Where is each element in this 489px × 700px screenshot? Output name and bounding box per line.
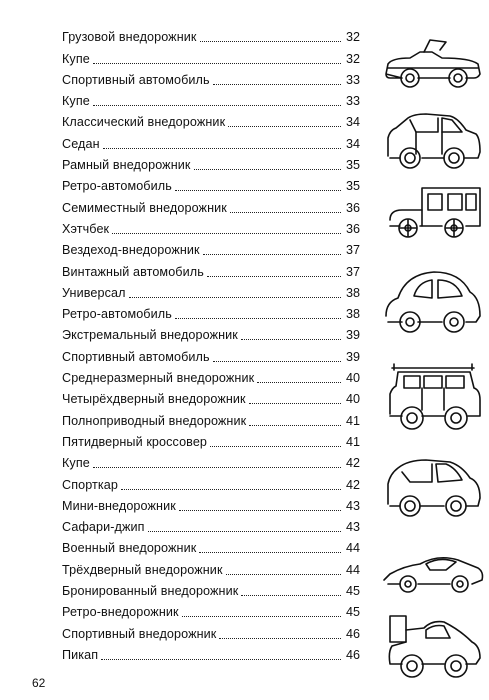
toc-entry-title: Универсал xyxy=(62,285,126,300)
toc-entry-title: Купе xyxy=(62,94,90,109)
dot-leader xyxy=(257,381,341,383)
toc-entry xyxy=(62,450,360,471)
toc-entry xyxy=(62,45,360,66)
toc-entry-page: 43 xyxy=(345,498,360,513)
toc-entry xyxy=(62,407,360,428)
toc-entry-title: Мини-внедорожник xyxy=(62,498,176,513)
toc-entry xyxy=(62,237,360,258)
toc-entry-page: 43 xyxy=(345,520,360,535)
toc-entry-title: Полноприводный внедорожник xyxy=(62,413,247,428)
toc-entry-title: Спортивный автомобиль xyxy=(62,349,210,364)
toc-entry-page: 40 xyxy=(345,392,360,407)
toc-entry xyxy=(62,216,360,237)
toc-entry-page: 44 xyxy=(345,541,360,556)
toc-entry-page: 35 xyxy=(345,158,360,173)
table-of-contents xyxy=(62,24,360,663)
toc-entry-page: 37 xyxy=(345,243,360,258)
offroad-roofrack-car-icon xyxy=(380,360,486,440)
toc-entry-title: Экстремальный внедорожник xyxy=(62,328,238,343)
toc-entry-page: 40 xyxy=(345,371,360,386)
toc-entry-page: 32 xyxy=(345,30,360,45)
toc-entry-page: 37 xyxy=(345,264,360,279)
toc-entry-page: 38 xyxy=(345,285,360,300)
toc-entry xyxy=(62,514,360,535)
toc-entry-page: 33 xyxy=(345,72,360,87)
toc-entry-page: 36 xyxy=(345,200,360,215)
toc-entry-page: 32 xyxy=(345,51,360,66)
toc-entry-page: 36 xyxy=(345,221,360,236)
toc-entry-title: Ретро-внедорожник xyxy=(62,605,179,620)
dot-leader xyxy=(210,445,341,447)
toc-entry-title: Бронированный внедорожник xyxy=(62,584,239,599)
dot-leader xyxy=(213,83,341,85)
toc-entry-title: Купе xyxy=(62,456,90,471)
toc-entry-title: Военный внедорожник xyxy=(62,541,197,556)
dot-leader xyxy=(93,104,341,106)
race-car-icon xyxy=(380,606,486,690)
toc-entry-page: 39 xyxy=(345,328,360,343)
toc-entry xyxy=(62,24,360,45)
toc-entry-page: 34 xyxy=(345,136,360,151)
toc-entry-page: 45 xyxy=(345,584,360,599)
toc-entry xyxy=(62,130,360,151)
toc-entry xyxy=(62,109,360,130)
toc-entry xyxy=(62,599,360,620)
toc-entry-title: Ретро-автомобиль xyxy=(62,179,172,194)
toc-entry xyxy=(62,173,360,194)
toc-entry-title: Седан xyxy=(62,136,100,151)
dot-leader xyxy=(175,189,341,191)
dot-leader xyxy=(121,488,341,490)
toc-entry-page: 33 xyxy=(345,94,360,109)
toc-entry-title: Семиместный внедорожник xyxy=(62,200,227,215)
toc-entry-title: Грузовой внедорожник xyxy=(62,30,197,45)
toc-entry-title: Спортивный внедорожник xyxy=(62,626,217,641)
toc-entry-title: Четырёхдверный внедорожник xyxy=(62,392,246,407)
dot-leader xyxy=(213,360,341,362)
sportscar-icon xyxy=(380,546,486,606)
toc-entry-page: 39 xyxy=(345,349,360,364)
dot-leader xyxy=(249,424,341,426)
retro-car-icon xyxy=(380,180,486,250)
toc-entry-title: Хэтчбек xyxy=(62,221,110,236)
page-number: 62 xyxy=(32,676,46,690)
toc-entry-title: Трёхдверный внедорожник xyxy=(62,562,223,577)
toc-entry xyxy=(62,556,360,577)
dot-leader xyxy=(219,637,341,639)
toc-entry-title: Купе xyxy=(62,51,90,66)
toc-entry-title: Рамный внедорожник xyxy=(62,158,191,173)
toc-entry xyxy=(62,258,360,279)
toc-entry-title: Пятидверный кроссовер xyxy=(62,434,208,449)
dot-leader xyxy=(226,573,341,575)
toc-entry-page: 42 xyxy=(345,477,360,492)
toc-entry xyxy=(62,578,360,599)
toc-entry xyxy=(62,620,360,641)
toc-entry-title: Винтажный автомобиль xyxy=(62,264,204,279)
toc-entry-page: 35 xyxy=(345,179,360,194)
toc-entry xyxy=(62,88,360,109)
dot-leader xyxy=(249,402,341,404)
convertible-car-icon xyxy=(380,30,486,100)
dot-leader xyxy=(148,530,341,532)
dot-leader xyxy=(175,317,341,319)
toc-entry-title: Вездеход-внедорожник xyxy=(62,243,200,258)
toc-entry xyxy=(62,471,360,492)
toc-entry xyxy=(62,642,360,663)
toc-entry xyxy=(62,535,360,556)
toc-entry xyxy=(62,67,360,88)
dot-leader xyxy=(203,253,341,255)
toc-entry xyxy=(62,386,360,407)
dot-leader xyxy=(241,338,341,340)
toc-entry xyxy=(62,429,360,450)
dot-leader xyxy=(93,62,341,64)
car-illustrations xyxy=(380,20,486,690)
toc-entry-page: 42 xyxy=(345,456,360,471)
dot-leader xyxy=(112,232,341,234)
toc-entry-page: 44 xyxy=(345,562,360,577)
dot-leader xyxy=(129,296,341,298)
dot-leader xyxy=(207,275,341,277)
toc-entry-page: 41 xyxy=(345,434,360,449)
dot-leader xyxy=(230,211,341,213)
toc-entry xyxy=(62,322,360,343)
dot-leader xyxy=(179,509,341,511)
toc-entry xyxy=(62,194,360,215)
beetle-car-icon xyxy=(380,266,486,340)
toc-entry-title: Сафари-джип xyxy=(62,520,145,535)
dot-leader xyxy=(194,168,342,170)
dot-leader xyxy=(182,615,341,617)
toc-entry xyxy=(62,280,360,301)
toc-entry-page: 45 xyxy=(345,605,360,620)
toc-entry-title: Среднеразмерный внедорожник xyxy=(62,371,255,386)
toc-entry xyxy=(62,343,360,364)
toc-entry-page: 38 xyxy=(345,307,360,322)
toc-entry-page: 46 xyxy=(345,626,360,641)
toc-entry-title: Пикап xyxy=(62,647,99,662)
dot-leader xyxy=(93,466,341,468)
toc-entry-page: 34 xyxy=(345,115,360,130)
toc-entry-title: Ретро-автомобиль xyxy=(62,307,172,322)
dot-leader xyxy=(200,40,341,42)
toc-entry-page: 46 xyxy=(345,647,360,662)
dot-leader xyxy=(199,551,341,553)
crossover-car-icon xyxy=(380,454,486,528)
toc-entry xyxy=(62,493,360,514)
toc-entry-title: Классический внедорожник xyxy=(62,115,226,130)
dot-leader xyxy=(241,594,341,596)
suv-car-icon xyxy=(380,108,486,178)
dot-leader xyxy=(103,147,341,149)
toc-entry xyxy=(62,152,360,173)
toc-entry xyxy=(62,365,360,386)
dot-leader xyxy=(101,658,341,660)
dot-leader xyxy=(228,125,341,127)
toc-entry-title: Спортивный автомобиль xyxy=(62,72,210,87)
toc-entry xyxy=(62,301,360,322)
toc-entry-title: Спорткар xyxy=(62,477,119,492)
toc-entry-page: 41 xyxy=(345,413,360,428)
